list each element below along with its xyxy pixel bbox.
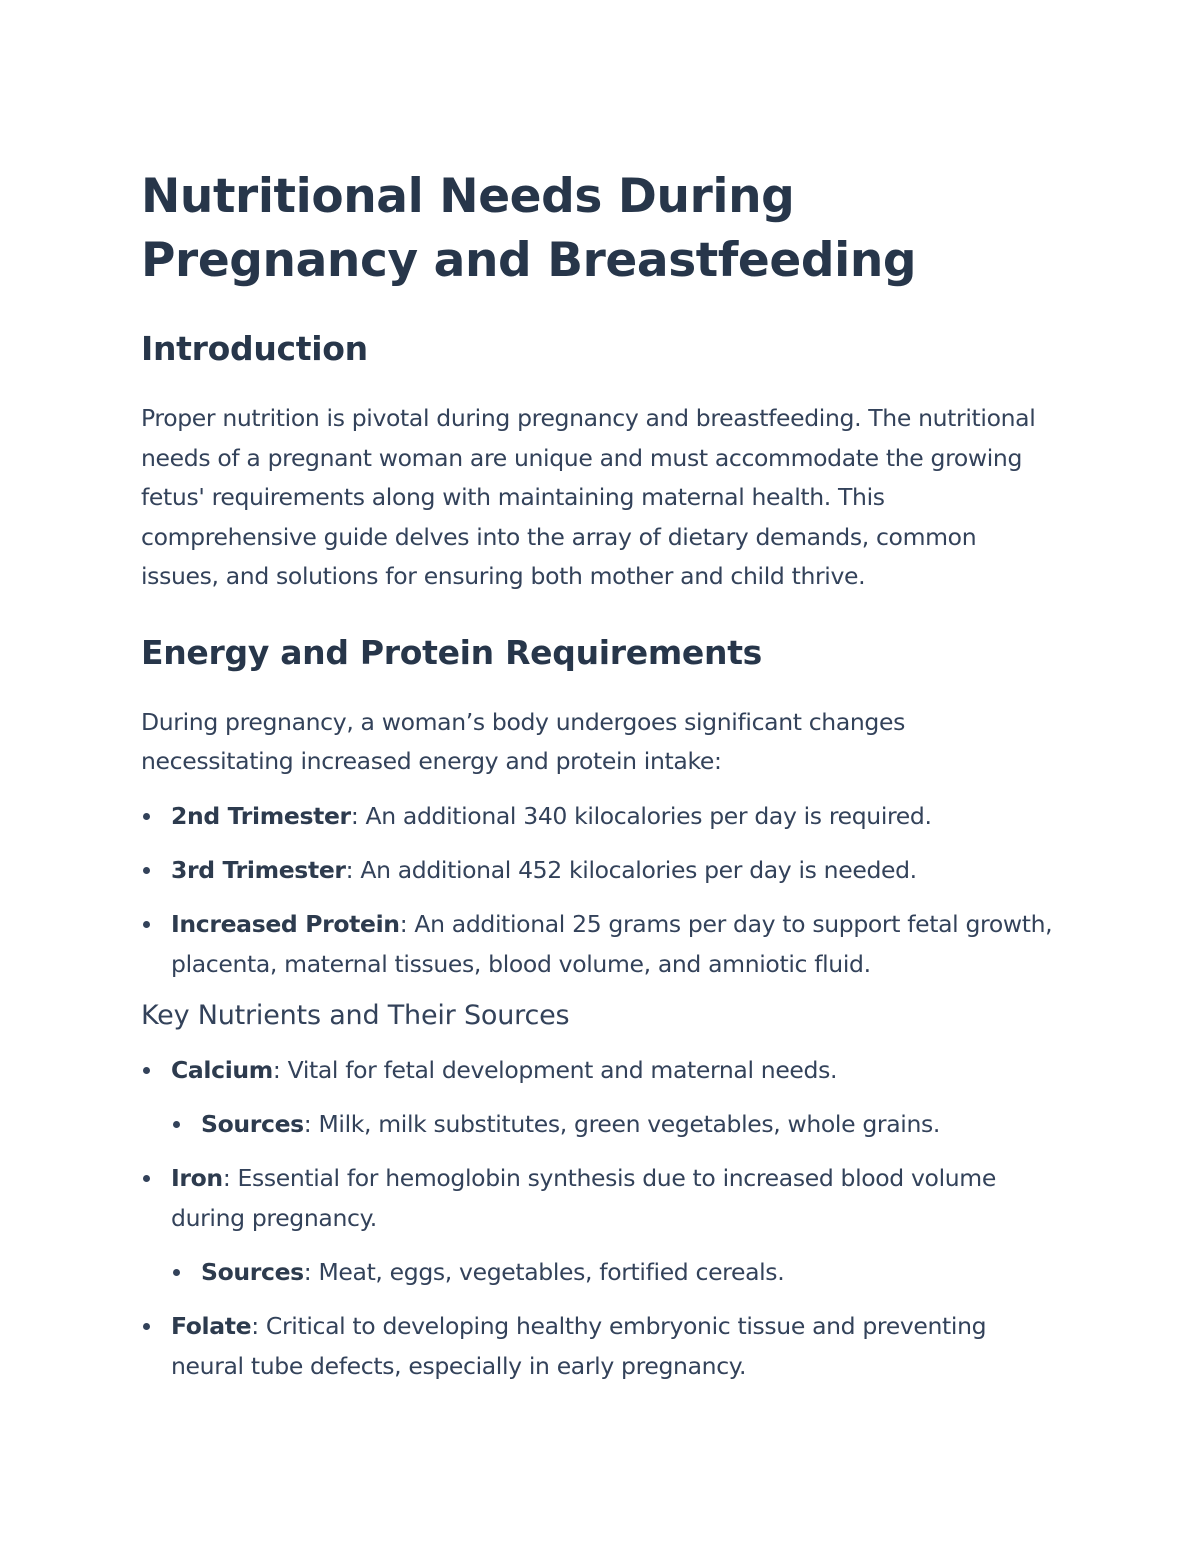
- list-item-label: 2nd Trimester: [171, 801, 351, 830]
- energy-requirements-list: [141, 796, 1056, 984]
- list-item-text: : An additional 25 grams per day to support fetal growth, placenta, maternal tissues, blood volume, and amniotic fluid.: [171, 909, 1053, 978]
- section-heading-introduction: Introduction: [141, 329, 368, 368]
- list-item-label: Increased Protein: [171, 909, 400, 938]
- list-item: [141, 850, 1056, 890]
- sources-sublist: [171, 1252, 1056, 1292]
- subsection-heading-key-nutrients: Key Nutrients and Their Sources: [141, 999, 570, 1031]
- list-item-text: : An additional 452 kilocalories per day is needed.: [345, 855, 917, 884]
- list-item-text: : Critical to developing healthy embryonic tissue and preventing neural tube defects, especially in early pregnancy.: [171, 1311, 987, 1380]
- sources-sublist: [171, 1104, 1056, 1144]
- sources-item: [171, 1252, 1056, 1292]
- list-item: [141, 904, 1056, 984]
- introduction-paragraph: Proper nutrition is pivotal during pregnancy and breastfeeding. The nutritional needs of a pregnant woman are unique and must accommodate the growing fetus' requirements along with maintaining maternal health. This comprehensive guide delves into the array of dietary demands, common issues, and solutions for ensuring both mother and child thrive.: [141, 404, 1036, 590]
- list-item: [141, 1158, 1056, 1292]
- list-item: [141, 796, 1056, 836]
- sources-label: Sources: [201, 1257, 304, 1286]
- sources-text: : Milk, milk substitutes, green vegetables, whole grains.: [303, 1109, 940, 1138]
- list-item: [141, 1306, 1056, 1386]
- document-page: [141, 165, 1056, 1400]
- list-item-label: Folate: [171, 1311, 252, 1340]
- list-item-text: : An additional 340 kilocalories per day is required.: [350, 801, 932, 830]
- sources-label: Sources: [201, 1109, 304, 1138]
- section-heading-energy-protein: Energy and Protein Requirements: [141, 632, 763, 672]
- list-item-label: Iron: [171, 1163, 223, 1192]
- list-item: [141, 1050, 1056, 1144]
- list-item-text: : Essential for hemoglobin synthesis due to increased blood volume during pregnancy.: [171, 1163, 996, 1232]
- sources-text: : Meat, eggs, vegetables, fortified cereals.: [303, 1257, 785, 1286]
- list-item-label: Calcium: [171, 1055, 273, 1084]
- energy-paragraph: During pregnancy, a woman’s body undergoes significant changes necessitating increased energy and protein intake:: [141, 707, 906, 775]
- key-nutrients-list: [141, 1050, 1056, 1386]
- list-item-text: : Vital for fetal development and maternal needs.: [272, 1055, 838, 1084]
- list-item-label: 3rd Trimester: [171, 855, 346, 884]
- page-title: Nutritional Needs During Pregnancy and Breastfeeding: [141, 169, 917, 288]
- sources-item: [171, 1104, 1056, 1144]
